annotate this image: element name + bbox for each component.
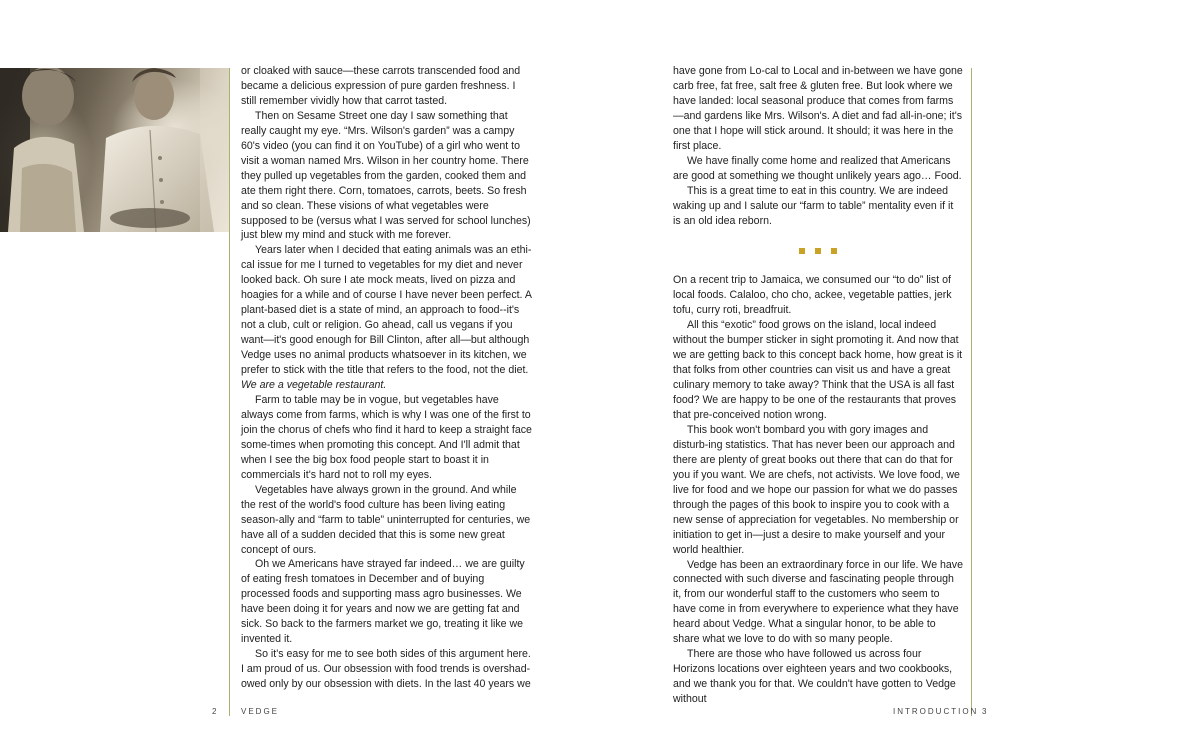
paragraph: We have finally come home and realized that Americans are good at something we thought unlikely years ago… Food.	[673, 154, 962, 182]
left-column-rule	[229, 68, 230, 716]
paragraph: There are those who have followed us across four Horizons locations over eighteen years and two cookbooks, and we thank you for that. We couldn't have gotten to Vedge without	[673, 648, 956, 706]
footer-title-right: INTRODUCTION	[893, 707, 979, 716]
paragraph: Vedge has been an extraordinary force in our life. We have connected with such diverse and fascinating people through it, from our wonderful staff to the customers who seem to have come in from everywhere to experience what they have heard about Vedge. What a singular honor, to be able to share what we love to do with so many people.	[673, 558, 964, 646]
paragraph-italic: We are a vegetable restaurant.	[241, 379, 387, 392]
paragraph: Vegetables have always grown in the ground. And while the rest of the world's food culture has been living eating season-ally and “farm to table” uninterrupted for centuries, we have all of a sudden decided that this is some new great concept of ours.	[241, 483, 531, 556]
right-page-text	[673, 64, 963, 707]
paragraph: This is a great time to eat in this country. We are indeed waking up and I salute our “farm to table” mentality even if it is an old idea reborn.	[673, 184, 954, 227]
footer-title-left: VEDGE	[241, 707, 280, 716]
page-number-left: 2	[212, 707, 219, 716]
left-page-text	[241, 64, 533, 692]
separator-dot-icon	[831, 248, 837, 254]
separator-dot-icon	[815, 248, 821, 254]
paragraph: Years later when I decided that eating animals was an ethi-cal issue for me I turned to vegetables for my diet and never looked back. Oh sure I ate mock meats, lived on pizza and hoagies for a while and of course I have never been perfect. A plant-based diet is a state of mind, an approach to food--it's not a club, cult or religion. Go ahead, call us vegans if you want—it's good enough for Bill Clinton, after all—but although Vedge uses no animal products whatsoever in its kitchen, we prefer to stick with the title that refers to the food, not the diet.	[241, 244, 532, 377]
page-number-right: 3	[982, 707, 989, 716]
section-separator	[673, 243, 963, 258]
right-column-rule	[971, 68, 972, 716]
paragraph: On a recent trip to Jamaica, we consumed our “to do” list of local foods. Calaloo, cho cho, ackee, vegetable patties, jerk tofu, curry roti, breadfruit.	[673, 274, 952, 317]
paragraph: Farm to table may be in vogue, but vegetables have always come from farms, which is why I was one of the first to join the chorus of chefs who find it hard to keep a straight face some-times when promoting this concept. And I'll admit that when I see the big box food people start to boast it in commercials it's hard not to roll my eyes.	[241, 393, 532, 481]
paragraph: or cloaked with sauce—these carrots transcended food and became a delicious expression of pure garden freshness. I still remember vividly how that carrot tasted.	[241, 65, 521, 107]
paragraph: Then on Sesame Street one day I saw something that really caught my eye. “Mrs. Wilson's garden” was a campy 60's video (you can find it on YouTube) of a girl who went to visit a woman named Mrs. Wilson in her country home. There they pulled up vegetables from the garden, cooked them and ate them right there. Corn, tomatoes, carrots, beets. So fresh and so clean. These visions of what vegetables were supposed to be (versus what I was served for school lunches) just blew my mind and stuck with me forever.	[241, 109, 531, 242]
paragraph: So it's easy for me to see both sides of this argument here. I am proud of us. Our obsession with food trends is overshad-owed only by our obsession with diets. In the last 40 years we	[241, 648, 531, 691]
paragraph: This book won't bombard you with gory images and disturb-ing statistics. That has never been our approach and there are plenty of great books out there that can do that for you if you want. We are chefs, not activists. We love food, we live for food and we hope our passion for what we do passes through the pages of this book to inspire you to cook with a new sense of appreciation for vegetables. No membership or initiation to get in—just a desire to make yourself and your world healthier.	[673, 423, 960, 556]
paragraph: Oh we Americans have strayed far indeed… we are guilty of eating fresh tomatoes in December and of buying processed foods and supporting mass agro businesses. We have been doing it for years and now we are getting fat and sick. So back to the farmers market we go, treating it like we invented it.	[241, 558, 525, 646]
paragraph: have gone from Lo-cal to Local and in-between we have gone carb free, fat free, salt free & gluten free. But look where we have landed: local seasonal produce that comes from farms—and gardens like Mrs. Wilson's. A diet and fad all-in-one; it's one that I hope will stick around. It should; it was here in the first place.	[673, 65, 963, 152]
separator-dot-icon	[799, 248, 805, 254]
photo-two-people	[0, 68, 229, 232]
paragraph: All this “exotic” food grows on the island, local indeed without the bumper sticker in sight promoting it. And now that we are getting back to this concept back home, how great is it that folks from other countries can visit us and have a great culinary memory to take away? Think that the USA is all fast food? We are happy to be one of the restaurants that proves that pre-conceived notion wrong.	[673, 319, 963, 421]
photo-illustration	[0, 68, 229, 232]
